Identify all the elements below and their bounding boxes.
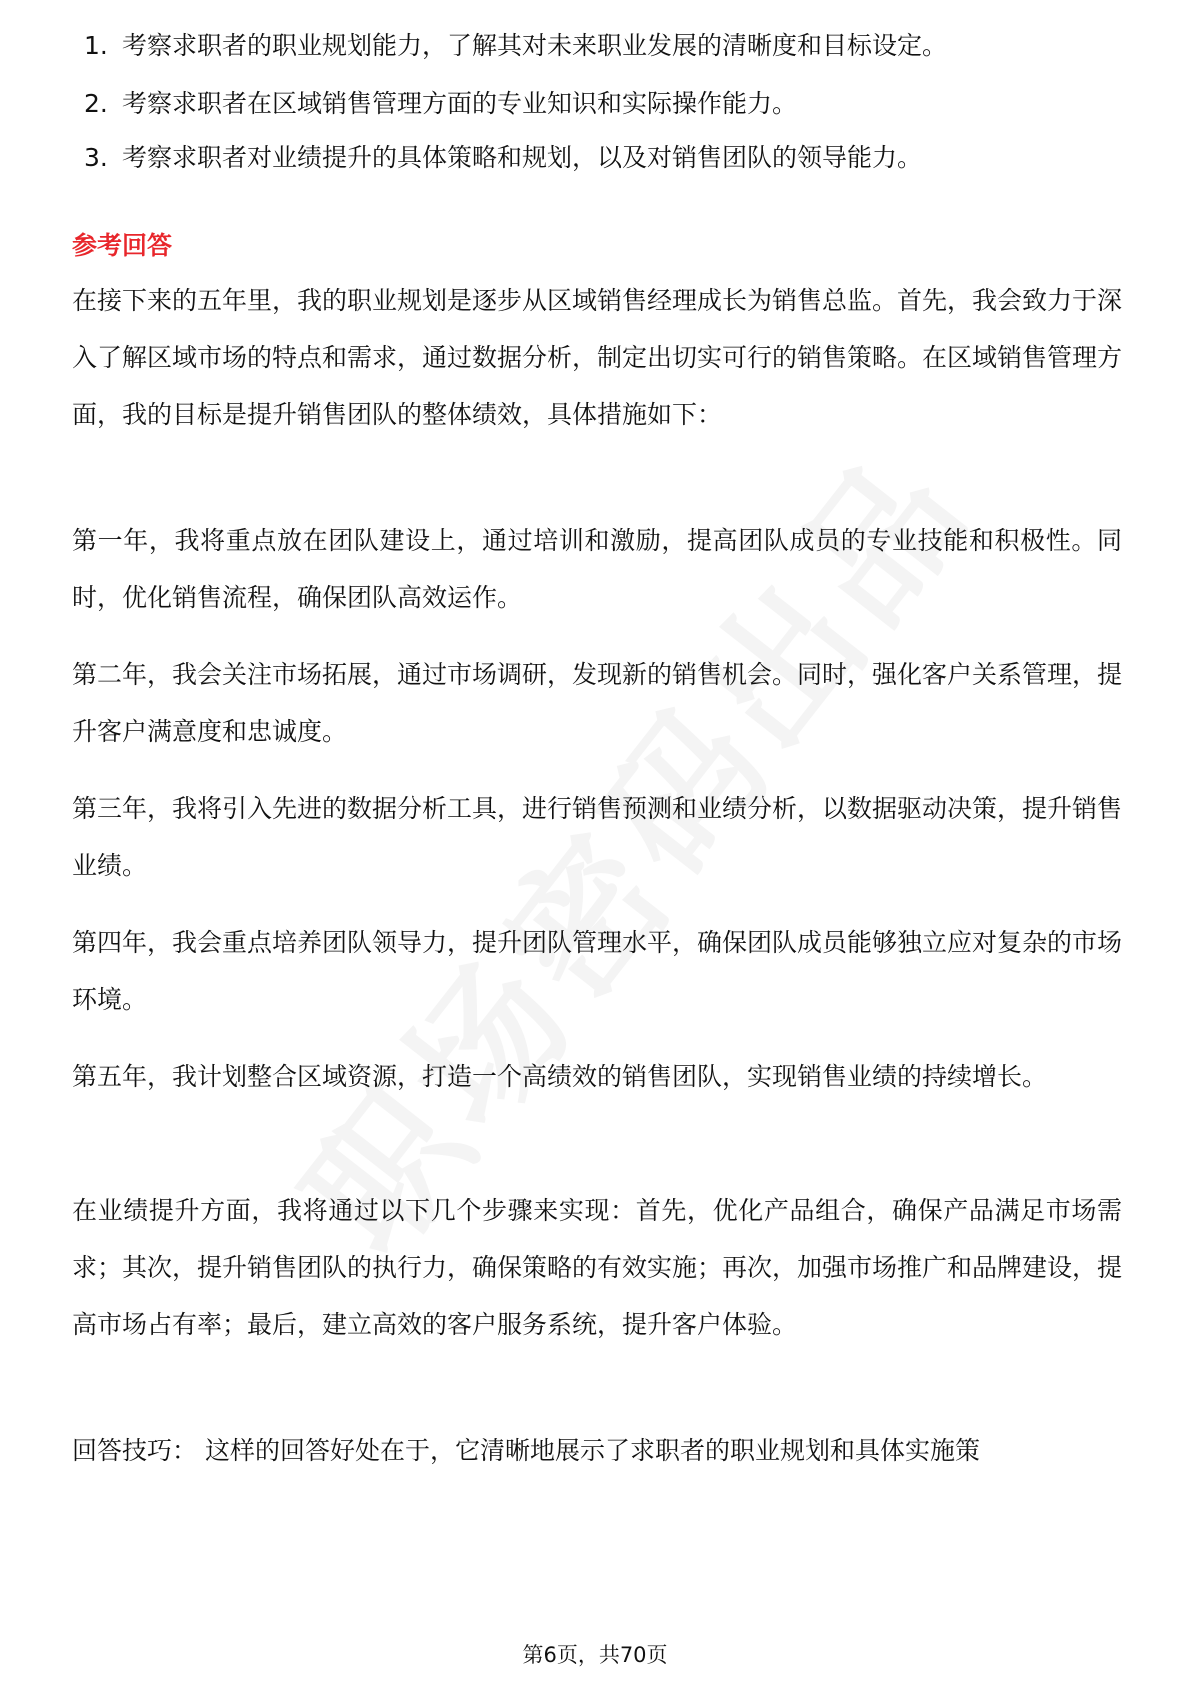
answer-paragraph: 在业绩提升方面，我将通过以下几个步骤来实现：首先，优化产品组合，确保产品满足市场需求；其次，提升销售团队的执行力，确保策略的有效实施；再次，加强市场推广和品牌建设，提高市场占有率；最后，建立高效的客户服务系统，提升客户体验。 bbox=[72, 1196, 1123, 1339]
page-number-footer: 第6页，共70页 bbox=[522, 1643, 668, 1667]
answer-tips-paragraph: 回答技巧： 这样的回答好处在于，它清晰地展示了求职者的职业规划和具体实施策 bbox=[72, 1436, 980, 1465]
list-item-number: 1. bbox=[84, 31, 108, 60]
list-item-text: 考察求职者在区域销售管理方面的专业知识和实际操作能力。 bbox=[122, 89, 798, 118]
answer-paragraph: 第四年，我会重点培养团队领导力，提升团队管理水平，确保团队成员能够独立应对复杂的市场环境。 bbox=[72, 928, 1123, 1014]
answer-paragraph: 第二年，我会关注市场拓展，通过市场调研，发现新的销售机会。同时，强化客户关系管理，提升客户满意度和忠诚度。 bbox=[72, 660, 1123, 746]
list-item-number: 2. bbox=[84, 89, 108, 118]
list-item bbox=[84, 84, 797, 124]
answer-paragraph: 在接下来的五年里，我的职业规划是逐步从区域销售经理成长为销售总监。首先，我会致力于深入了解区域市场的特点和需求，通过数据分析，制定出切实可行的销售策略。在区域销售管理方面，我的目标是提升销售团队的整体绩效，具体措施如下： bbox=[72, 286, 1123, 429]
list-item bbox=[84, 138, 922, 178]
answer-paragraph: 第五年，我计划整合区域资源，打造一个高绩效的销售团队，实现销售业绩的持续增长。 bbox=[72, 1062, 1048, 1091]
list-item-text: 考察求职者对业绩提升的具体策略和规划，以及对销售团队的领导能力。 bbox=[122, 143, 923, 172]
list-item-number: 3. bbox=[84, 143, 108, 172]
list-item bbox=[84, 26, 947, 66]
list-item-text: 考察求职者的职业规划能力，了解其对未来职业发展的清晰度和目标设定。 bbox=[122, 31, 948, 60]
answer-paragraph: 第一年，我将重点放在团队建设上，通过培训和激励，提高团队成员的专业技能和积极性。同时，优化销售流程，确保团队高效运作。 bbox=[72, 526, 1122, 612]
answer-heading: 参考回答 bbox=[72, 231, 173, 260]
answer-paragraph: 第三年，我将引入先进的数据分析工具，进行销售预测和业绩分析，以数据驱动决策，提升销售业绩。 bbox=[72, 794, 1123, 880]
